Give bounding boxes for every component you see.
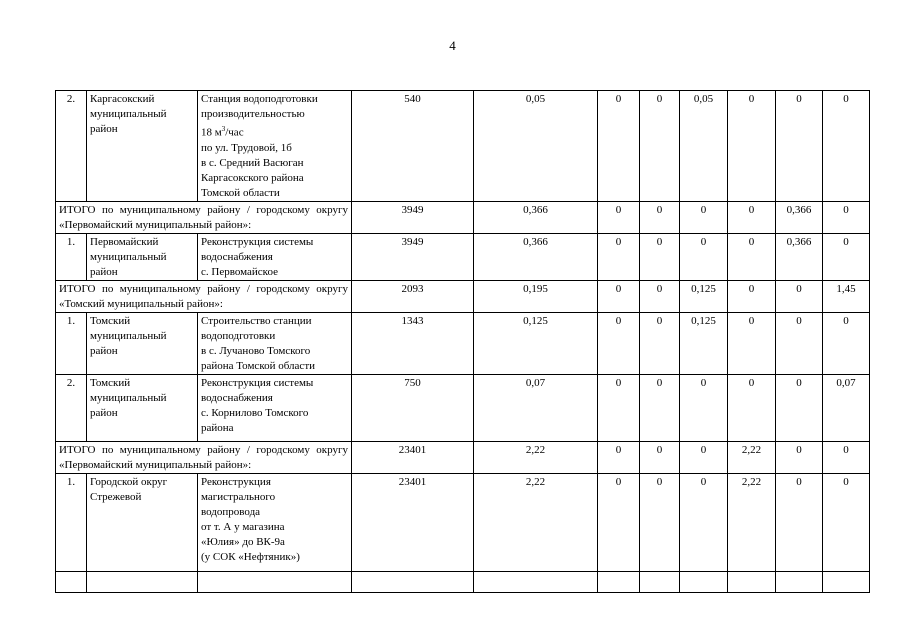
object-line: производительностью [201, 108, 305, 120]
empty-cell [56, 571, 87, 592]
value-cell: 0 [598, 441, 640, 473]
value-cell: 750 [352, 374, 474, 441]
object-line: Реконструкция системы [201, 376, 314, 389]
value-cell: 1,45 [823, 280, 870, 312]
object-cell [198, 374, 352, 441]
value-cell: 0 [598, 312, 640, 374]
district-cell: Томский муниципальный район [87, 312, 198, 374]
table-row [56, 473, 870, 571]
value-cell: 0 [823, 441, 870, 473]
total-label-cell: ИТОГО по муниципальному району / городскому округу «Первомайский муниципальный район»: [56, 441, 352, 473]
object-line: Томской области [201, 186, 280, 199]
value-cell: 0 [640, 312, 680, 374]
value-cell: 2093 [352, 280, 474, 312]
value-cell: 0,07 [474, 374, 598, 441]
value-cell: 0 [680, 473, 728, 571]
district-cell: Томский муниципальный район [87, 374, 198, 441]
value-cell: 0 [640, 374, 680, 441]
object-line: Станция водоподготовки [201, 93, 318, 105]
page-number: 4 [449, 38, 456, 53]
object-line: Каргасокского района [201, 171, 304, 184]
object-line: водоснабжения [201, 250, 273, 263]
value-cell: 0,366 [776, 201, 823, 233]
object-line: Реконструкция системы [201, 235, 314, 248]
value-cell: 0,125 [680, 280, 728, 312]
value-cell: 0 [823, 201, 870, 233]
value-cell [598, 571, 640, 592]
value-cell: 540 [352, 91, 474, 202]
total-row [56, 441, 870, 473]
object-line: района [201, 421, 234, 434]
value-cell: 2,22 [474, 473, 598, 571]
object-line: Реконструкция [201, 475, 271, 488]
value-cell: 0 [728, 201, 776, 233]
value-cell: 0 [598, 280, 640, 312]
program-table [55, 90, 870, 593]
value-cell: 0,366 [776, 233, 823, 280]
value-cell: 0,07 [823, 374, 870, 441]
value-cell: 0 [728, 91, 776, 202]
object-line: водоснабжения [201, 391, 273, 404]
value-cell: 0 [728, 233, 776, 280]
value-cell: 0,05 [474, 91, 598, 202]
value-cell: 0,125 [680, 312, 728, 374]
value-cell: 0,366 [474, 233, 598, 280]
value-cell: 0 [680, 233, 728, 280]
value-cell: 0 [823, 473, 870, 571]
total-label-cell: ИТОГО по муниципальному району / городскому округу «Первомайский муниципальный район»: [56, 201, 352, 233]
value-cell: 0 [598, 374, 640, 441]
object-line: водопровода [201, 505, 261, 518]
value-cell: 0 [776, 441, 823, 473]
value-cell: 0 [640, 280, 680, 312]
object-line: от т. А у магазина [201, 520, 285, 533]
value-cell: 2,22 [728, 441, 776, 473]
object-line: в с. Средний Васюган [201, 156, 304, 169]
value-cell [680, 571, 728, 592]
value-cell [728, 571, 776, 592]
object-line: «Юлия» до ВК-9а [201, 535, 285, 548]
value-cell: 1343 [352, 312, 474, 374]
value-cell: 0 [728, 374, 776, 441]
value-cell: 3949 [352, 201, 474, 233]
district-cell: Первомайский муниципальный район [87, 233, 198, 280]
value-cell: 0 [598, 91, 640, 202]
value-cell: 0,125 [474, 312, 598, 374]
table-row [56, 91, 870, 202]
district-cell: Каргасокский муниципальный район [87, 91, 198, 202]
value-cell: 0,195 [474, 280, 598, 312]
object-cell [198, 91, 352, 202]
value-cell: 23401 [352, 473, 474, 571]
value-cell: 0 [728, 312, 776, 374]
object-line: в с. Лучаново Томского [201, 344, 311, 357]
row-number-cell: 1. [56, 473, 87, 571]
object-line: (у СОК «Нефтяник») [201, 550, 300, 563]
value-cell: 0 [598, 201, 640, 233]
empty-cell [87, 571, 198, 592]
object-cell [198, 233, 352, 280]
value-cell: 0 [640, 91, 680, 202]
row-number-cell: 2. [56, 91, 87, 202]
value-cell: 0 [776, 280, 823, 312]
value-cell: 0 [640, 233, 680, 280]
district-cell: Городской округ Стрежевой [87, 473, 198, 571]
value-cell: 0 [598, 473, 640, 571]
table-row [56, 312, 870, 374]
object-line: с. Корнилово Томского [201, 406, 309, 419]
total-label-cell: ИТОГО по муниципальному району / городскому округу «Томский муниципальный район»: [56, 280, 352, 312]
object-cell [198, 312, 352, 374]
value-cell: 3949 [352, 233, 474, 280]
value-cell [776, 571, 823, 592]
value-cell: 0,366 [474, 201, 598, 233]
value-cell: 0 [776, 374, 823, 441]
object-line: по ул. Трудовой, 1б [201, 141, 292, 154]
object-line: магистрального [201, 490, 276, 503]
value-cell: 0 [823, 312, 870, 374]
total-row [56, 280, 870, 312]
row-number-cell: 1. [56, 312, 87, 374]
value-cell: 2,22 [728, 473, 776, 571]
value-cell [352, 571, 474, 592]
value-cell: 0,05 [680, 91, 728, 202]
value-cell: 0 [776, 312, 823, 374]
value-cell: 0 [728, 280, 776, 312]
row-number-cell: 2. [56, 374, 87, 441]
table-row [56, 233, 870, 280]
value-cell: 23401 [352, 441, 474, 473]
empty-cell [198, 571, 352, 592]
value-cell: 2,22 [474, 441, 598, 473]
object-line: водоподготовки [201, 329, 276, 342]
value-cell: 0 [823, 233, 870, 280]
table-row [56, 374, 870, 441]
value-cell: 0 [776, 473, 823, 571]
value-cell: 0 [680, 374, 728, 441]
object-line: 18 $м^3$/час [201, 125, 244, 139]
value-cell: 0 [640, 201, 680, 233]
value-cell [640, 571, 680, 592]
value-cell: 0 [776, 91, 823, 202]
empty-row [56, 571, 870, 592]
value-cell: 0 [680, 201, 728, 233]
value-cell: 0 [823, 91, 870, 202]
object-line: района Томской области [201, 359, 316, 372]
value-cell [823, 571, 870, 592]
value-cell: 0 [680, 441, 728, 473]
total-row [56, 201, 870, 233]
value-cell [474, 571, 598, 592]
value-cell: 0 [640, 441, 680, 473]
object-line: Строительство станции [201, 314, 312, 327]
object-line: с. Первомайское [201, 265, 278, 278]
object-cell [198, 473, 352, 571]
value-cell: 0 [640, 473, 680, 571]
value-cell: 0 [598, 233, 640, 280]
row-number-cell: 1. [56, 233, 87, 280]
